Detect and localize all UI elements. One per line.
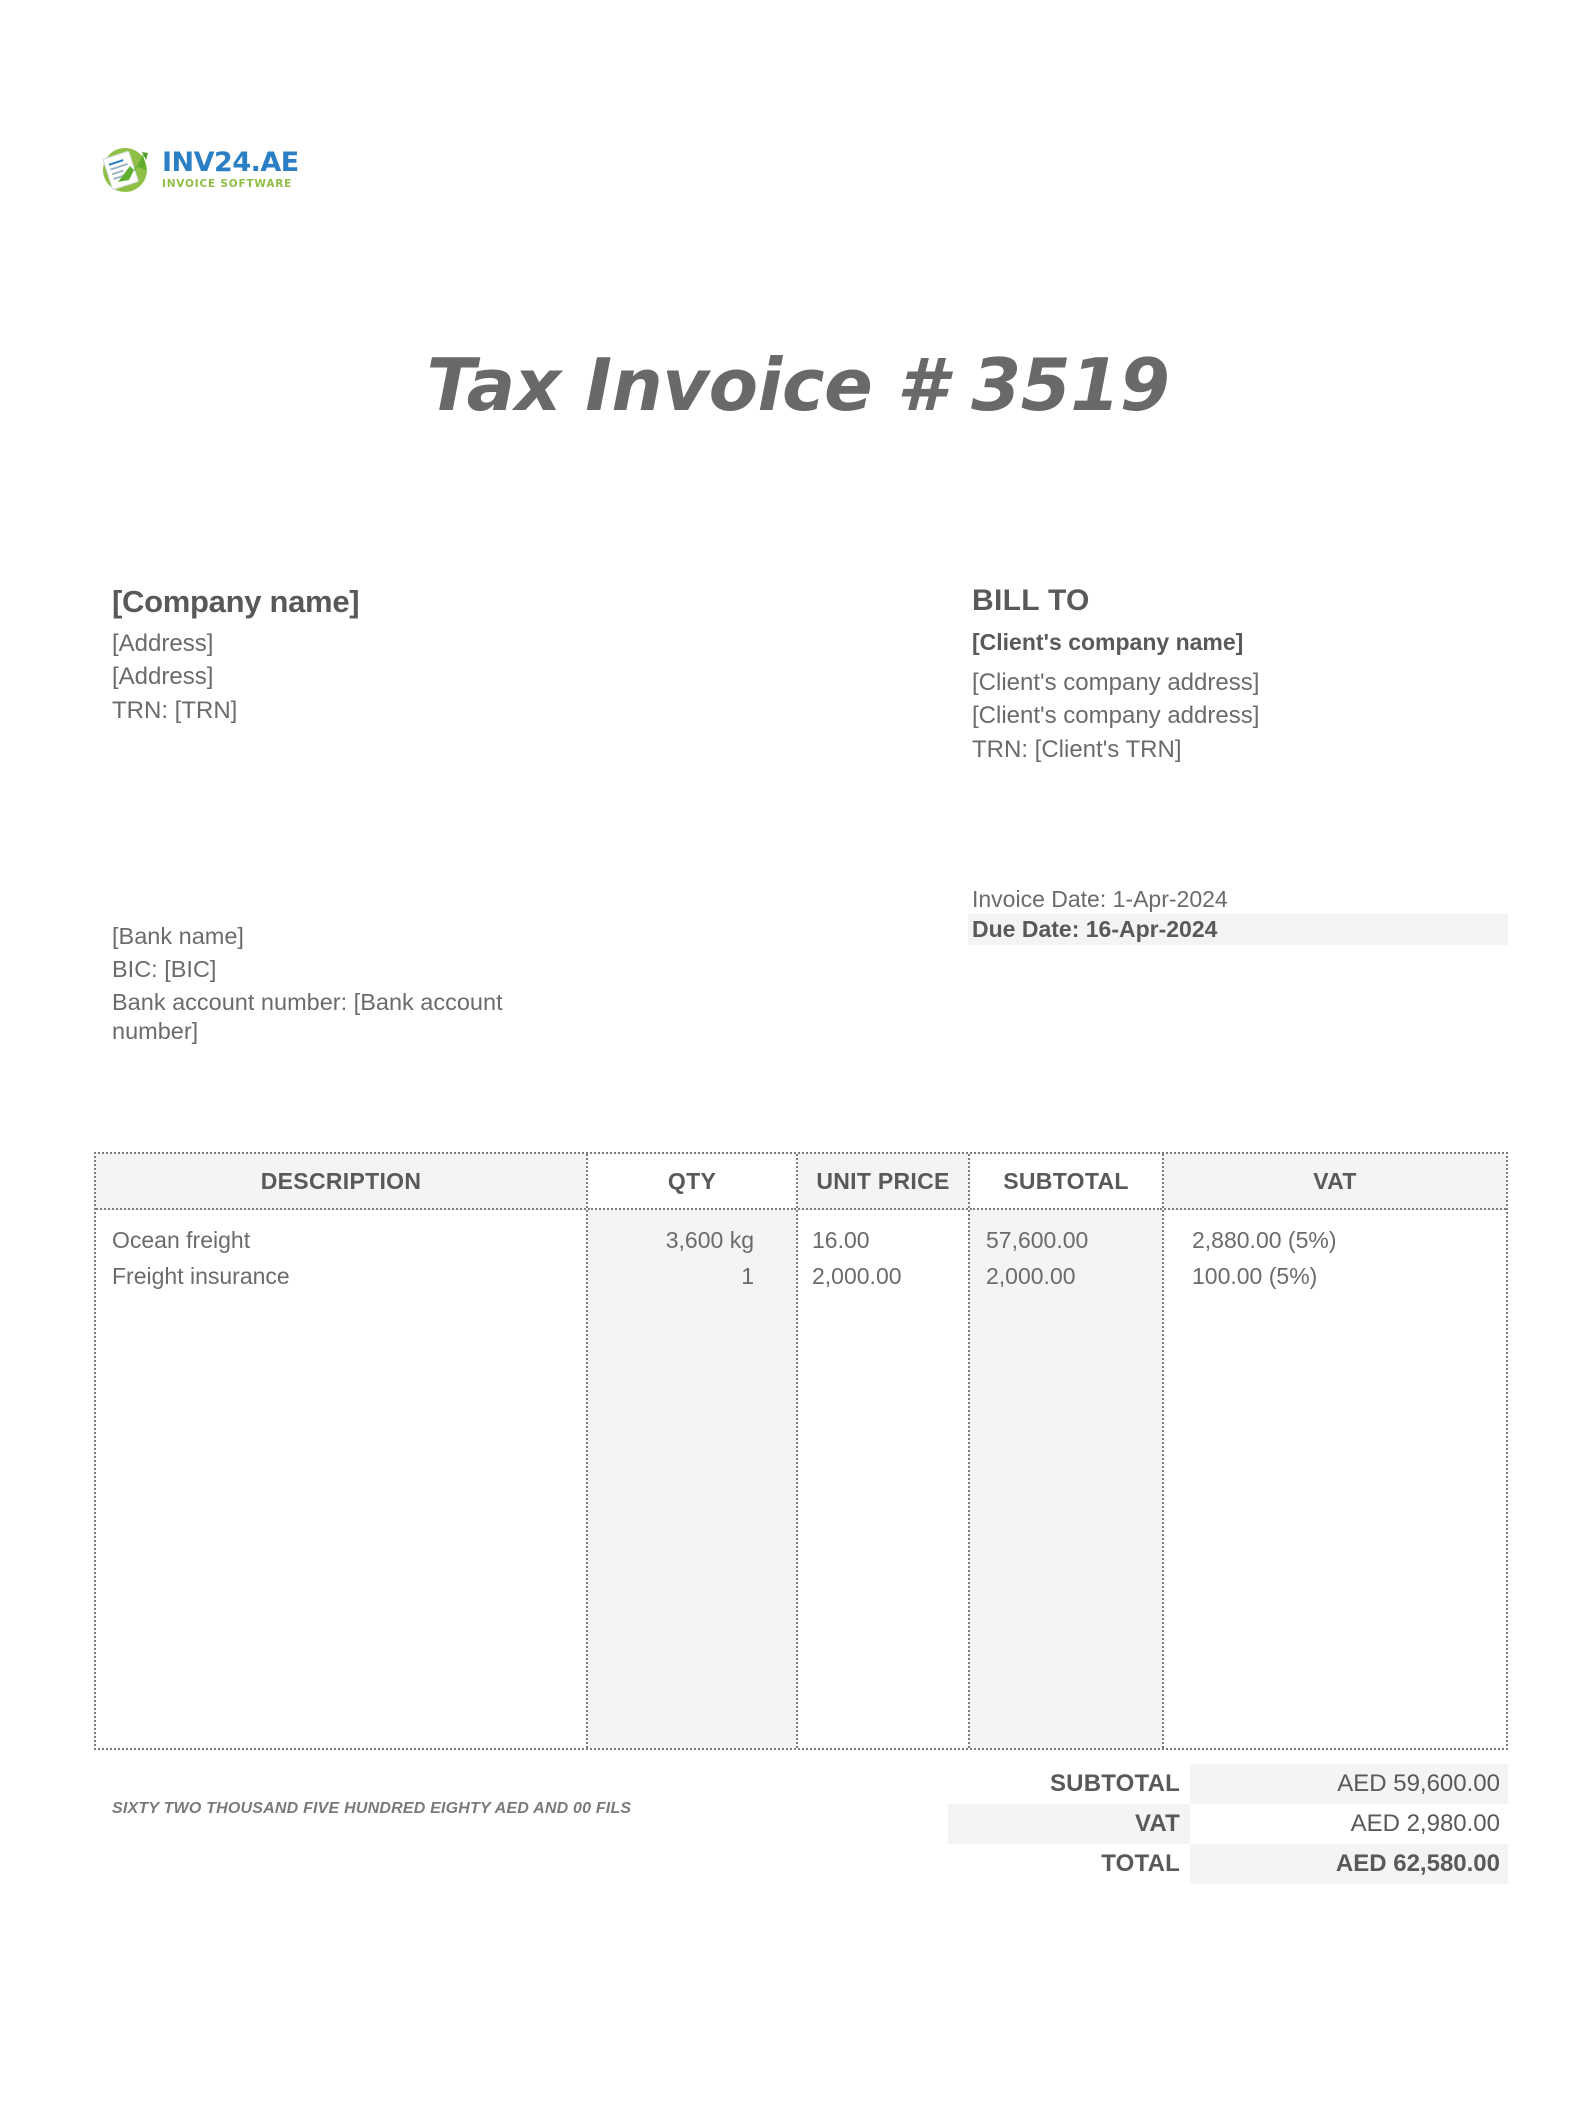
column-description <box>96 1154 586 1748</box>
invoice-dates-block <box>968 884 1508 945</box>
client-address-line-2: [Client's company address] <box>972 702 1260 730</box>
logo-tagline-text: INVOICE SOFTWARE <box>162 177 293 190</box>
inv24-logo-icon <box>96 140 154 198</box>
column-subtotal <box>968 1154 1162 1748</box>
bill-to-heading: BILL TO <box>972 584 1090 617</box>
bank-name: [Bank name] <box>112 923 244 949</box>
total-label: TOTAL <box>1101 1850 1180 1877</box>
logo-brand-text: INV24.AE <box>162 146 299 178</box>
invoice-date: Invoice Date: 1-Apr-2024 <box>972 886 1228 912</box>
line-items-table <box>94 1152 1508 1750</box>
table-row: 16.00 <box>812 1227 870 1254</box>
client-company-name: [Client's company name] <box>972 629 1244 655</box>
subtotal-value: AED 59,600.00 <box>1190 1764 1508 1804</box>
totals-row-subtotal <box>948 1764 1508 1804</box>
table-row: 100.00 (5%) <box>1192 1263 1318 1290</box>
table-row: 2,880.00 (5%) <box>1192 1227 1337 1254</box>
totals-row-total <box>948 1844 1508 1884</box>
seller-block <box>112 584 672 730</box>
column-unit-price <box>796 1154 968 1748</box>
client-address-line-1: [Client's company address] <box>972 669 1260 696</box>
bank-account-number: Bank account number: [Bank account number] <box>112 989 503 1044</box>
column-body-qty <box>588 1210 796 1748</box>
due-date: Due Date: 16-Apr-2024 <box>968 914 1508 944</box>
column-body-subtotal <box>970 1210 1162 1748</box>
brand-logo[interactable] <box>96 140 299 198</box>
column-vat <box>1162 1154 1506 1748</box>
table-row: 2,000.00 <box>986 1263 1076 1290</box>
table-row: Freight insurance <box>112 1263 290 1290</box>
seller-address-line-1: [Address] <box>112 630 214 657</box>
bank-bic: BIC: [BIC] <box>112 956 217 983</box>
total-value: AED 62,580.00 <box>1190 1844 1508 1884</box>
subtotal-label: SUBTOTAL <box>1049 1770 1180 1797</box>
client-trn: TRN: [Client's TRN] <box>972 735 1182 763</box>
vat-value: AED 2,980.00 <box>1350 1810 1500 1837</box>
bill-to-block <box>972 584 1512 769</box>
amount-in-words: SIXTY TWO THOUSAND FIVE HUNDRED EIGHTY AED AND 00 FILS <box>112 1800 632 1817</box>
header-vat: VAT <box>1164 1154 1506 1210</box>
column-body-vat <box>1164 1210 1506 1748</box>
totals-block <box>948 1764 1508 1884</box>
header-qty: QTY <box>588 1154 796 1210</box>
header-description: DESCRIPTION <box>96 1154 586 1210</box>
column-body-description <box>96 1210 586 1748</box>
table-row: 2,000.00 <box>812 1263 902 1290</box>
table-row: 3,600 kg <box>665 1227 754 1254</box>
seller-trn: TRN: [TRN] <box>112 696 238 724</box>
column-body-unit-price <box>798 1210 968 1748</box>
table-row: Ocean freight <box>112 1227 251 1254</box>
vat-label: VAT <box>948 1804 1190 1844</box>
bank-details-block <box>112 922 552 1050</box>
column-qty <box>586 1154 796 1748</box>
seller-address-line-2: [Address] <box>112 663 214 691</box>
header-subtotal: SUBTOTAL <box>970 1154 1162 1210</box>
logo-wordmark <box>162 146 299 190</box>
table-row: 1 <box>741 1263 754 1290</box>
seller-company-name: [Company name] <box>112 584 360 619</box>
totals-row-vat <box>948 1804 1508 1844</box>
header-unit-price: UNIT PRICE <box>798 1154 968 1210</box>
page-title: Tax Invoice # 3519 <box>426 343 1170 427</box>
table-row: 57,600.00 <box>986 1227 1089 1254</box>
